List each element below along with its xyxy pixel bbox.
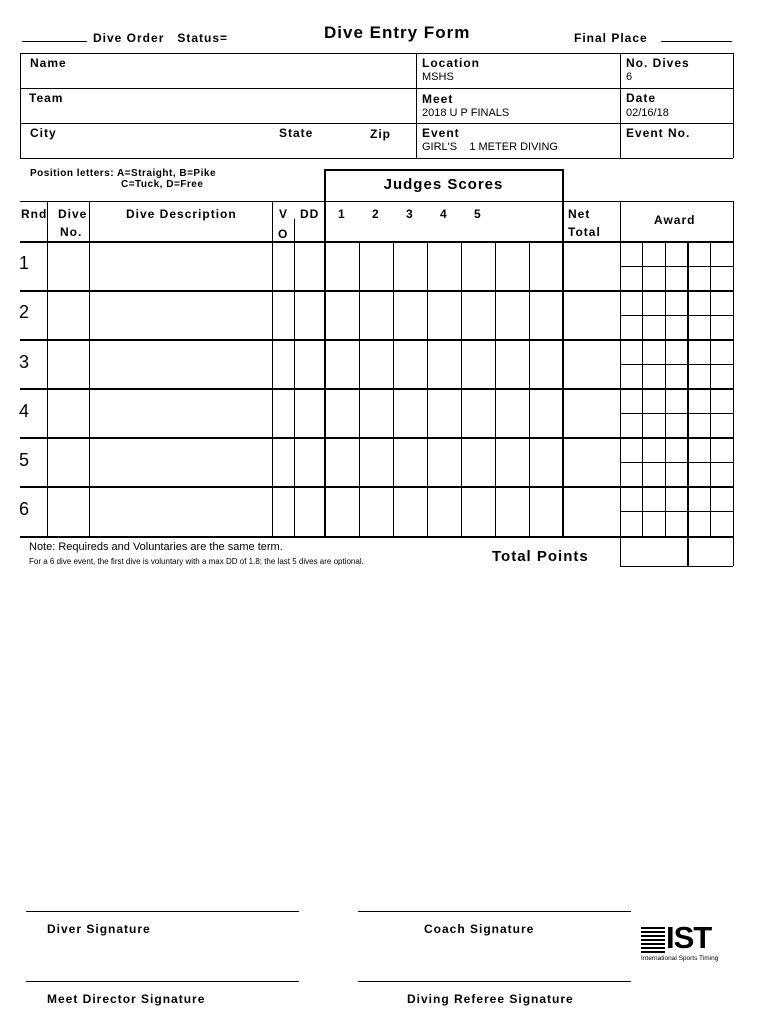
meet-value: 2018 U P FINALS [422,107,510,119]
round-1-label: 1 [19,253,30,273]
o-header: O [278,227,289,241]
note-1: Note: Requireds and Voluntaries are the same term. [29,541,283,553]
ist-logo-tagline: International Sports Timing [641,955,719,962]
judge-3-header: 3 [406,207,414,221]
ist-logo-text: IST [666,920,712,955]
name-label: Name [30,56,67,70]
v-header: V [279,207,289,221]
net-header: Net [568,207,591,221]
diver-signature-line[interactable] [26,911,299,912]
city-label: City [30,126,57,140]
final-place-line [661,41,732,42]
location-value: MSHS [422,71,454,83]
award-header: Award [654,213,696,227]
dd-header: DD [300,207,320,221]
total-points-label: Total Points [492,548,589,565]
date-value: 02/16/18 [626,107,669,119]
judge-2-header: 2 [372,207,380,221]
round-3-label: 3 [19,352,30,372]
judges-scores-title: Judges Scores [383,176,504,193]
ist-logo [641,920,733,967]
date-label: Date [626,91,657,105]
event-value: GIRL'S 1 METER DIVING [422,141,558,153]
rnd-header: Rnd [21,207,48,221]
ist-stripes-icon [641,927,665,955]
position-letters-line2: C=Tuck, D=Free [121,179,204,190]
meet-label: Meet [422,92,454,106]
no-dives-value: 6 [626,71,633,83]
team-label: Team [29,91,64,105]
dive-order-status-label: Dive Order Status= [93,31,229,45]
final-place-label: Final Place [574,31,648,45]
meet-director-signature-label: Meet Director Signature [47,992,206,1006]
event-no-label: Event No. [626,126,691,140]
event-label: Event [422,126,460,140]
coach-signature-label: Coach Signature [424,922,535,936]
page-title: Dive Entry Form [324,23,471,42]
location-label: Location [422,56,480,70]
judge-1-header: 1 [338,207,346,221]
diving-referee-signature-label: Diving Referee Signature [407,992,574,1006]
judge-5-header: 5 [474,207,482,221]
diving-referee-signature-line[interactable] [358,981,631,982]
dive-header-line2: No. [60,225,83,239]
diver-signature-label: Diver Signature [47,922,151,936]
round-4-label: 4 [19,401,30,421]
coach-signature-line[interactable] [358,911,631,912]
round-5-label: 5 [19,450,30,470]
round-6-label: 6 [19,499,30,519]
dive-order-line [22,41,87,42]
no-dives-label: No. Dives [626,56,690,70]
zip-label: Zip [370,127,391,141]
position-letters-line1: Position letters: A=Straight, B=Pike [30,168,217,179]
state-label: State [279,126,314,140]
dive-header-line1: Dive [58,207,88,221]
note-2: For a 6 dive event, the first dive is voluntary with a max DD of 1.8; the last 5 dives are optional. [29,557,364,566]
total-header: Total [568,225,601,239]
dive-description-header: Dive Description [126,207,237,221]
judge-4-header: 4 [440,207,448,221]
round-2-label: 2 [19,302,30,322]
meet-director-signature-line[interactable] [26,981,299,982]
